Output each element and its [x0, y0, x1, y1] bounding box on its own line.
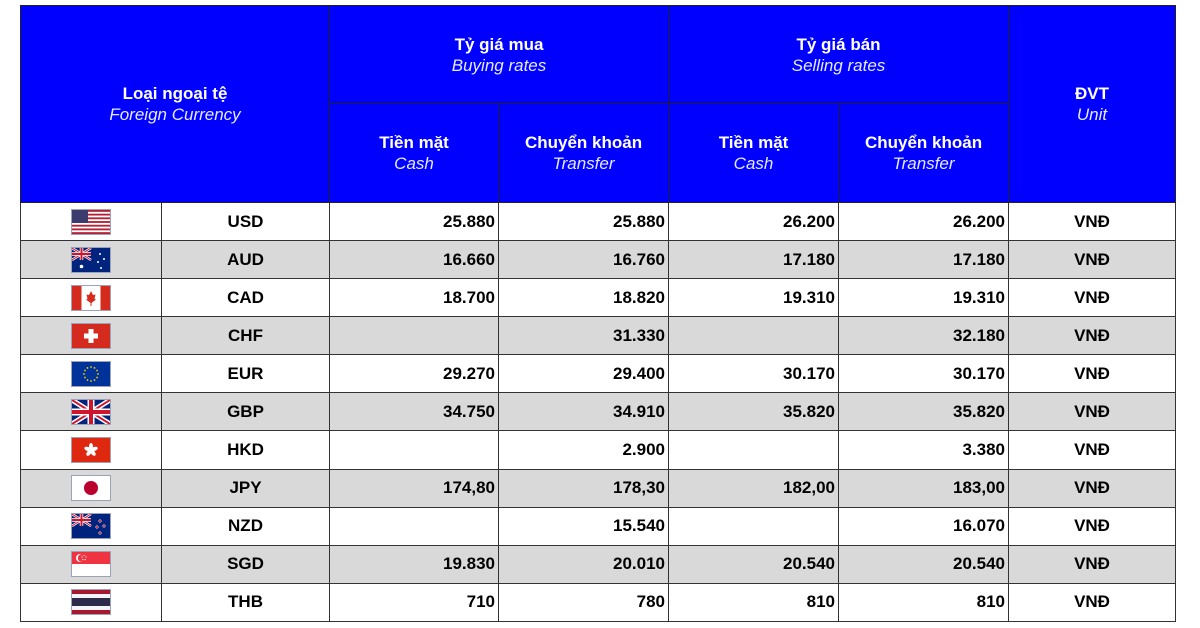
table-row [21, 241, 1176, 279]
sell-transfer-value: 35.820 [839, 393, 1009, 431]
header-buy-transfer [499, 104, 669, 203]
sell-cash-value: 17.180 [669, 241, 839, 279]
header-unit-en: Unit [1076, 105, 1108, 124]
buy-cash-value [330, 317, 499, 355]
currency-code: CHF [162, 317, 330, 355]
currency-code: USD [162, 203, 330, 241]
hk-flag-icon [71, 437, 111, 463]
unit-value: VNĐ [1009, 431, 1176, 469]
unit-value: VNĐ [1009, 545, 1176, 583]
table-row [21, 355, 1176, 393]
header-unit-vi: ĐVT [1075, 84, 1110, 103]
flag-cell [21, 279, 162, 317]
rate-rows [21, 203, 1176, 622]
au-flag-icon [71, 247, 111, 273]
header-buying-vi: Tỷ giá mua [454, 34, 544, 54]
header-buy-transfer-en: Transfer [552, 154, 615, 173]
buy-transfer-value: 16.760 [499, 241, 669, 279]
header-currency-vi: Loại ngoại tệ [122, 84, 228, 103]
currency-code: THB [162, 583, 330, 621]
flag-cell [21, 355, 162, 393]
flag-cell [21, 431, 162, 469]
sell-cash-value [669, 317, 839, 355]
header-selling-vi: Tỷ giá bán [796, 34, 881, 54]
header-currency [21, 6, 330, 203]
currency-code: HKD [162, 431, 330, 469]
sell-transfer-value: 810 [839, 583, 1009, 621]
buy-transfer-value: 15.540 [499, 507, 669, 545]
sell-transfer-value: 3.380 [839, 431, 1009, 469]
unit-value: VNĐ [1009, 355, 1176, 393]
exchange-rate-table [20, 5, 1176, 622]
currency-code: SGD [162, 545, 330, 583]
table-row [21, 545, 1176, 583]
buy-cash-value: 34.750 [330, 393, 499, 431]
buy-cash-value: 19.830 [330, 545, 499, 583]
header-sell-cash [669, 104, 839, 203]
unit-value: VNĐ [1009, 583, 1176, 621]
unit-value: VNĐ [1009, 279, 1176, 317]
table-row [21, 469, 1176, 507]
sell-cash-value: 35.820 [669, 393, 839, 431]
uk-flag-icon [71, 399, 111, 425]
table-row [21, 583, 1176, 621]
us-flag-icon [71, 209, 111, 235]
table-row [21, 317, 1176, 355]
header-sell-transfer-en: Transfer [892, 154, 955, 173]
flag-cell [21, 241, 162, 279]
table-row [21, 431, 1176, 469]
buy-cash-value: 25.880 [330, 203, 499, 241]
eu-flag-icon [71, 361, 111, 387]
flag-cell [21, 393, 162, 431]
header-buy-cash [330, 104, 499, 203]
buy-cash-value: 174,80 [330, 469, 499, 507]
sell-transfer-value: 183,00 [839, 469, 1009, 507]
buy-transfer-value: 780 [499, 583, 669, 621]
sell-cash-value: 182,00 [669, 469, 839, 507]
table-row [21, 203, 1176, 241]
sell-cash-value: 19.310 [669, 279, 839, 317]
sell-transfer-value: 16.070 [839, 507, 1009, 545]
header-sell-cash-vi: Tiền mặt [718, 133, 789, 152]
buy-transfer-value: 2.900 [499, 431, 669, 469]
currency-code: EUR [162, 355, 330, 393]
jp-flag-icon [71, 475, 111, 501]
flag-cell [21, 317, 162, 355]
buy-transfer-value: 178,30 [499, 469, 669, 507]
header-buy-cash-en: Cash [394, 154, 434, 173]
currency-code: NZD [162, 507, 330, 545]
flag-cell [21, 469, 162, 507]
unit-value: VNĐ [1009, 469, 1176, 507]
sell-cash-value [669, 431, 839, 469]
buy-transfer-value: 29.400 [499, 355, 669, 393]
sell-transfer-value: 32.180 [839, 317, 1009, 355]
table-row [21, 393, 1176, 431]
sell-transfer-value: 20.540 [839, 545, 1009, 583]
sell-cash-value: 20.540 [669, 545, 839, 583]
flag-cell [21, 203, 162, 241]
header-unit [1009, 6, 1176, 203]
unit-value: VNĐ [1009, 317, 1176, 355]
sg-flag-icon [71, 551, 111, 577]
header-sell-transfer [839, 104, 1009, 203]
header-buying [330, 6, 669, 104]
buy-cash-value: 29.270 [330, 355, 499, 393]
buy-transfer-value: 20.010 [499, 545, 669, 583]
unit-value: VNĐ [1009, 241, 1176, 279]
ch-flag-icon [71, 323, 111, 349]
table-row [21, 279, 1176, 317]
sell-transfer-value: 17.180 [839, 241, 1009, 279]
header-buy-cash-vi: Tiền mặt [379, 133, 449, 152]
buy-transfer-value: 18.820 [499, 279, 669, 317]
unit-value: VNĐ [1009, 203, 1176, 241]
flag-cell [21, 507, 162, 545]
th-flag-icon [71, 589, 111, 615]
buy-cash-value: 18.700 [330, 279, 499, 317]
table-row [21, 507, 1176, 545]
unit-value: VNĐ [1009, 393, 1176, 431]
currency-code: CAD [162, 279, 330, 317]
buy-cash-value: 710 [330, 583, 499, 621]
sell-transfer-value: 30.170 [839, 355, 1009, 393]
header-buying-en: Buying rates [451, 55, 547, 75]
sell-cash-value: 30.170 [669, 355, 839, 393]
buy-transfer-value: 31.330 [499, 317, 669, 355]
sell-cash-value: 810 [669, 583, 839, 621]
header-currency-en: Foreign Currency [109, 105, 241, 124]
buy-cash-value [330, 431, 499, 469]
buy-transfer-value: 25.880 [499, 203, 669, 241]
currency-code: AUD [162, 241, 330, 279]
ca-flag-icon [71, 285, 111, 311]
header-selling [669, 6, 1009, 104]
sell-cash-value [669, 507, 839, 545]
sell-transfer-value: 26.200 [839, 203, 1009, 241]
buy-transfer-value: 34.910 [499, 393, 669, 431]
header-selling-en: Selling rates [791, 55, 886, 75]
flag-cell [21, 583, 162, 621]
header-buy-transfer-vi: Chuyển khoản [524, 133, 643, 152]
header-sell-transfer-vi: Chuyển khoản [864, 133, 983, 152]
buy-cash-value: 16.660 [330, 241, 499, 279]
currency-code: GBP [162, 393, 330, 431]
currency-code: JPY [162, 469, 330, 507]
nz-flag-icon [71, 513, 111, 539]
header-sell-cash-en: Cash [733, 154, 774, 173]
unit-value: VNĐ [1009, 507, 1176, 545]
sell-cash-value: 26.200 [669, 203, 839, 241]
sell-transfer-value: 19.310 [839, 279, 1009, 317]
buy-cash-value [330, 507, 499, 545]
flag-cell [21, 545, 162, 583]
